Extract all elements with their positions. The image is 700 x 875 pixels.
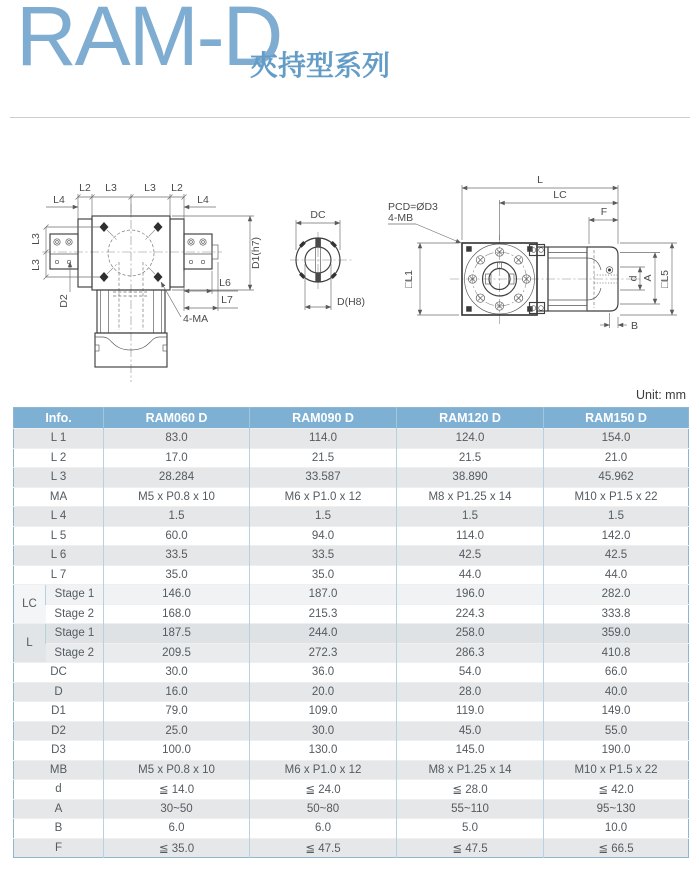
spec-cell: 114.0	[250, 429, 397, 449]
spec-cell: 168.0	[104, 604, 250, 624]
spec-cell: 1.5	[104, 507, 250, 527]
spec-cell: 149.0	[544, 702, 689, 722]
spec-cell: 196.0	[397, 585, 544, 605]
spec-cell: 35.0	[250, 565, 397, 585]
row-label: DC	[14, 663, 104, 683]
table-row	[14, 682, 689, 702]
row-label: B	[14, 819, 104, 839]
spec-cell: 272.3	[250, 643, 397, 663]
spec-cell: 30.0	[104, 663, 250, 683]
row-label: D3	[14, 741, 104, 761]
spec-table	[13, 407, 689, 858]
dim-label-l3-left: L3	[105, 182, 117, 194]
spec-cell: 6.0	[250, 819, 397, 839]
spec-cell: ≦ 24.0	[250, 780, 397, 800]
spec-cell: 33.5	[250, 546, 397, 566]
row-label: L 7	[14, 565, 104, 585]
spec-cell: 215.3	[250, 604, 397, 624]
dim-label-l4-right: L4	[197, 194, 209, 206]
spec-cell: 286.3	[397, 643, 544, 663]
row-stage-label: Stage 2	[46, 643, 104, 663]
spec-cell: M8 x P1.25 x 14	[397, 487, 544, 507]
dim-label-l7: L7	[221, 294, 233, 306]
spec-cell: 28.284	[104, 468, 250, 488]
spec-cell: 187.5	[104, 624, 250, 644]
spec-cell: 36.0	[250, 663, 397, 683]
spec-cell: 109.0	[250, 702, 397, 722]
dim-label-4mb: 4-MB	[388, 212, 414, 224]
table-row	[14, 429, 689, 449]
shaft-section-view	[290, 209, 365, 310]
spec-cell: 130.0	[250, 741, 397, 761]
table-row	[14, 507, 689, 527]
table-row	[14, 760, 689, 780]
spec-cell: 66.0	[544, 663, 689, 683]
spec-cell: 79.0	[104, 702, 250, 722]
table-row	[14, 487, 689, 507]
col-header-model: RAM090 D	[250, 408, 397, 429]
spec-cell: 187.0	[250, 585, 397, 605]
table-row	[14, 663, 689, 683]
table-header-row	[14, 408, 689, 429]
spec-cell: 45.0	[397, 721, 544, 741]
dim-label-d2: D2	[58, 294, 70, 308]
spec-cell: 16.0	[104, 682, 250, 702]
row-stage-label: Stage 1	[46, 624, 104, 644]
spec-cell: M10 x P1.5 x 22	[544, 487, 689, 507]
table-body	[14, 429, 689, 858]
spec-cell: M10 x P1.5 x 22	[544, 760, 689, 780]
unit-label: Unit: mm	[636, 388, 686, 402]
spec-cell: 21.0	[544, 448, 689, 468]
spec-cell: 258.0	[397, 624, 544, 644]
row-label: L 5	[14, 526, 104, 546]
divider	[10, 117, 690, 118]
spec-cell: 35.0	[104, 565, 250, 585]
spec-cell: 21.5	[397, 448, 544, 468]
spec-cell: 44.0	[397, 565, 544, 585]
spec-cell: 114.0	[397, 526, 544, 546]
row-group-label: L	[14, 624, 46, 663]
table-row	[14, 643, 689, 663]
spec-cell: 209.5	[104, 643, 250, 663]
col-header-model: RAM150 D	[544, 408, 689, 429]
spec-cell: 30.0	[250, 721, 397, 741]
spec-cell: 10.0	[544, 819, 689, 839]
table-row	[14, 780, 689, 800]
side-view	[388, 174, 677, 332]
table-row	[14, 721, 689, 741]
dim-label-d-small: d	[627, 275, 640, 282]
page-subtitle: 夾持型系列	[250, 50, 391, 81]
spec-cell: 55~110	[397, 799, 544, 819]
dim-label-l1: □L1	[403, 269, 415, 289]
spec-cell: 145.0	[397, 741, 544, 761]
spec-cell: M6 x P1.0 x 12	[250, 487, 397, 507]
spec-cell: 33.5	[104, 546, 250, 566]
spec-cell: 6.0	[104, 819, 250, 839]
col-header-info: Info.	[14, 408, 104, 429]
row-label: L 1	[14, 429, 104, 449]
table-row	[14, 468, 689, 488]
dim-label-lc: LC	[553, 189, 567, 201]
spec-cell: 5.0	[397, 819, 544, 839]
spec-cell: 146.0	[104, 585, 250, 605]
spec-cell: 42.5	[397, 546, 544, 566]
spec-cell: 38.890	[397, 468, 544, 488]
row-stage-label: Stage 2	[46, 604, 104, 624]
spec-cell: 20.0	[250, 682, 397, 702]
row-group-label: LC	[14, 585, 46, 624]
page-title: RAM-D	[16, 0, 282, 83]
spec-cell: 282.0	[544, 585, 689, 605]
spec-cell: 154.0	[544, 429, 689, 449]
spec-cell: ≦ 42.0	[544, 780, 689, 800]
col-header-model: RAM120 D	[397, 408, 544, 429]
spec-cell: ≦ 28.0	[397, 780, 544, 800]
spec-cell: M8 x P1.25 x 14	[397, 760, 544, 780]
row-label: L 4	[14, 507, 104, 527]
spec-cell: 54.0	[397, 663, 544, 683]
spec-cell: 40.0	[544, 682, 689, 702]
spec-cell: 50~80	[250, 799, 397, 819]
spec-cell: 21.5	[250, 448, 397, 468]
dim-label-l3-bottom: L3	[30, 259, 42, 271]
spec-cell: 1.5	[250, 507, 397, 527]
dim-label-a: A	[642, 274, 654, 282]
spec-cell: 100.0	[104, 741, 250, 761]
table-row	[14, 526, 689, 546]
row-label: d	[14, 780, 104, 800]
spec-cell: 142.0	[544, 526, 689, 546]
dim-label-l2-right: L2	[171, 182, 183, 194]
spec-cell: 17.0	[104, 448, 250, 468]
table-row	[14, 838, 689, 858]
spec-cell: 124.0	[397, 429, 544, 449]
dim-label-f: F	[600, 206, 608, 218]
dim-label-l3-right: L3	[144, 182, 156, 194]
table-row	[14, 741, 689, 761]
dim-label-l4-left: L4	[53, 194, 65, 206]
row-label: L 3	[14, 468, 104, 488]
table-row	[14, 702, 689, 722]
spec-cell: ≦ 35.0	[104, 838, 250, 858]
spec-cell: ≦ 66.5	[544, 838, 689, 858]
spec-cell: 244.0	[250, 624, 397, 644]
spec-cell: M5 x P0.8 x 10	[104, 760, 250, 780]
spec-cell: 333.8	[544, 604, 689, 624]
dim-label-d1: D1(h7)	[250, 236, 262, 270]
dim-label-pcd: PCD=ØD3	[388, 201, 438, 213]
spec-cell: 33.587	[250, 468, 397, 488]
spec-cell: 25.0	[104, 721, 250, 741]
spec-cell: 94.0	[250, 526, 397, 546]
spec-cell: ≦ 14.0	[104, 780, 250, 800]
spec-cell: 1.5	[397, 507, 544, 527]
row-label: D2	[14, 721, 104, 741]
spec-cell: 95~130	[544, 799, 689, 819]
table-row	[14, 585, 689, 605]
dim-label-dh8: D(H8)	[337, 296, 365, 308]
row-label: A	[14, 799, 104, 819]
spec-cell: 30~50	[104, 799, 250, 819]
table-row	[14, 565, 689, 585]
table-row	[14, 624, 689, 644]
front-view	[30, 182, 262, 382]
spec-cell: M6 x P1.0 x 12	[250, 760, 397, 780]
row-label: MA	[14, 487, 104, 507]
spec-cell: 410.8	[544, 643, 689, 663]
dim-label-b: B	[631, 320, 639, 332]
dim-label-l6: L6	[219, 277, 231, 289]
table-row	[14, 546, 689, 566]
spec-cell: 83.0	[104, 429, 250, 449]
dim-label-l3-top: L3	[30, 233, 42, 245]
dim-label-l: L	[537, 174, 543, 186]
spec-cell: ≦ 47.5	[397, 838, 544, 858]
row-label: D	[14, 682, 104, 702]
row-label: MB	[14, 760, 104, 780]
row-label: D1	[14, 702, 104, 722]
spec-cell: 224.3	[397, 604, 544, 624]
spec-cell: 55.0	[544, 721, 689, 741]
spec-cell: 190.0	[544, 741, 689, 761]
row-label: L 6	[14, 546, 104, 566]
spec-cell: 119.0	[397, 702, 544, 722]
spec-cell: 28.0	[397, 682, 544, 702]
row-label: L 2	[14, 448, 104, 468]
table-row	[14, 604, 689, 624]
spec-cell: 1.5	[544, 507, 689, 527]
spec-cell: M5 x P0.8 x 10	[104, 487, 250, 507]
technical-drawings	[0, 132, 700, 388]
row-stage-label: Stage 1	[46, 585, 104, 605]
spec-cell: 42.5	[544, 546, 689, 566]
dim-label-l2-left: L2	[79, 182, 91, 194]
dim-label-4ma: 4-MA	[183, 313, 209, 325]
dim-label-l5: □L5	[659, 269, 671, 289]
spec-cell: ≦ 47.5	[250, 838, 397, 858]
table-row	[14, 448, 689, 468]
table-row	[14, 819, 689, 839]
table-row	[14, 799, 689, 819]
row-label: F	[14, 838, 104, 858]
col-header-model: RAM060 D	[104, 408, 250, 429]
spec-cell: 44.0	[544, 565, 689, 585]
spec-cell: 60.0	[104, 526, 250, 546]
spec-cell: 359.0	[544, 624, 689, 644]
spec-cell: 45.962	[544, 468, 689, 488]
dim-label-dc: DC	[310, 209, 326, 221]
